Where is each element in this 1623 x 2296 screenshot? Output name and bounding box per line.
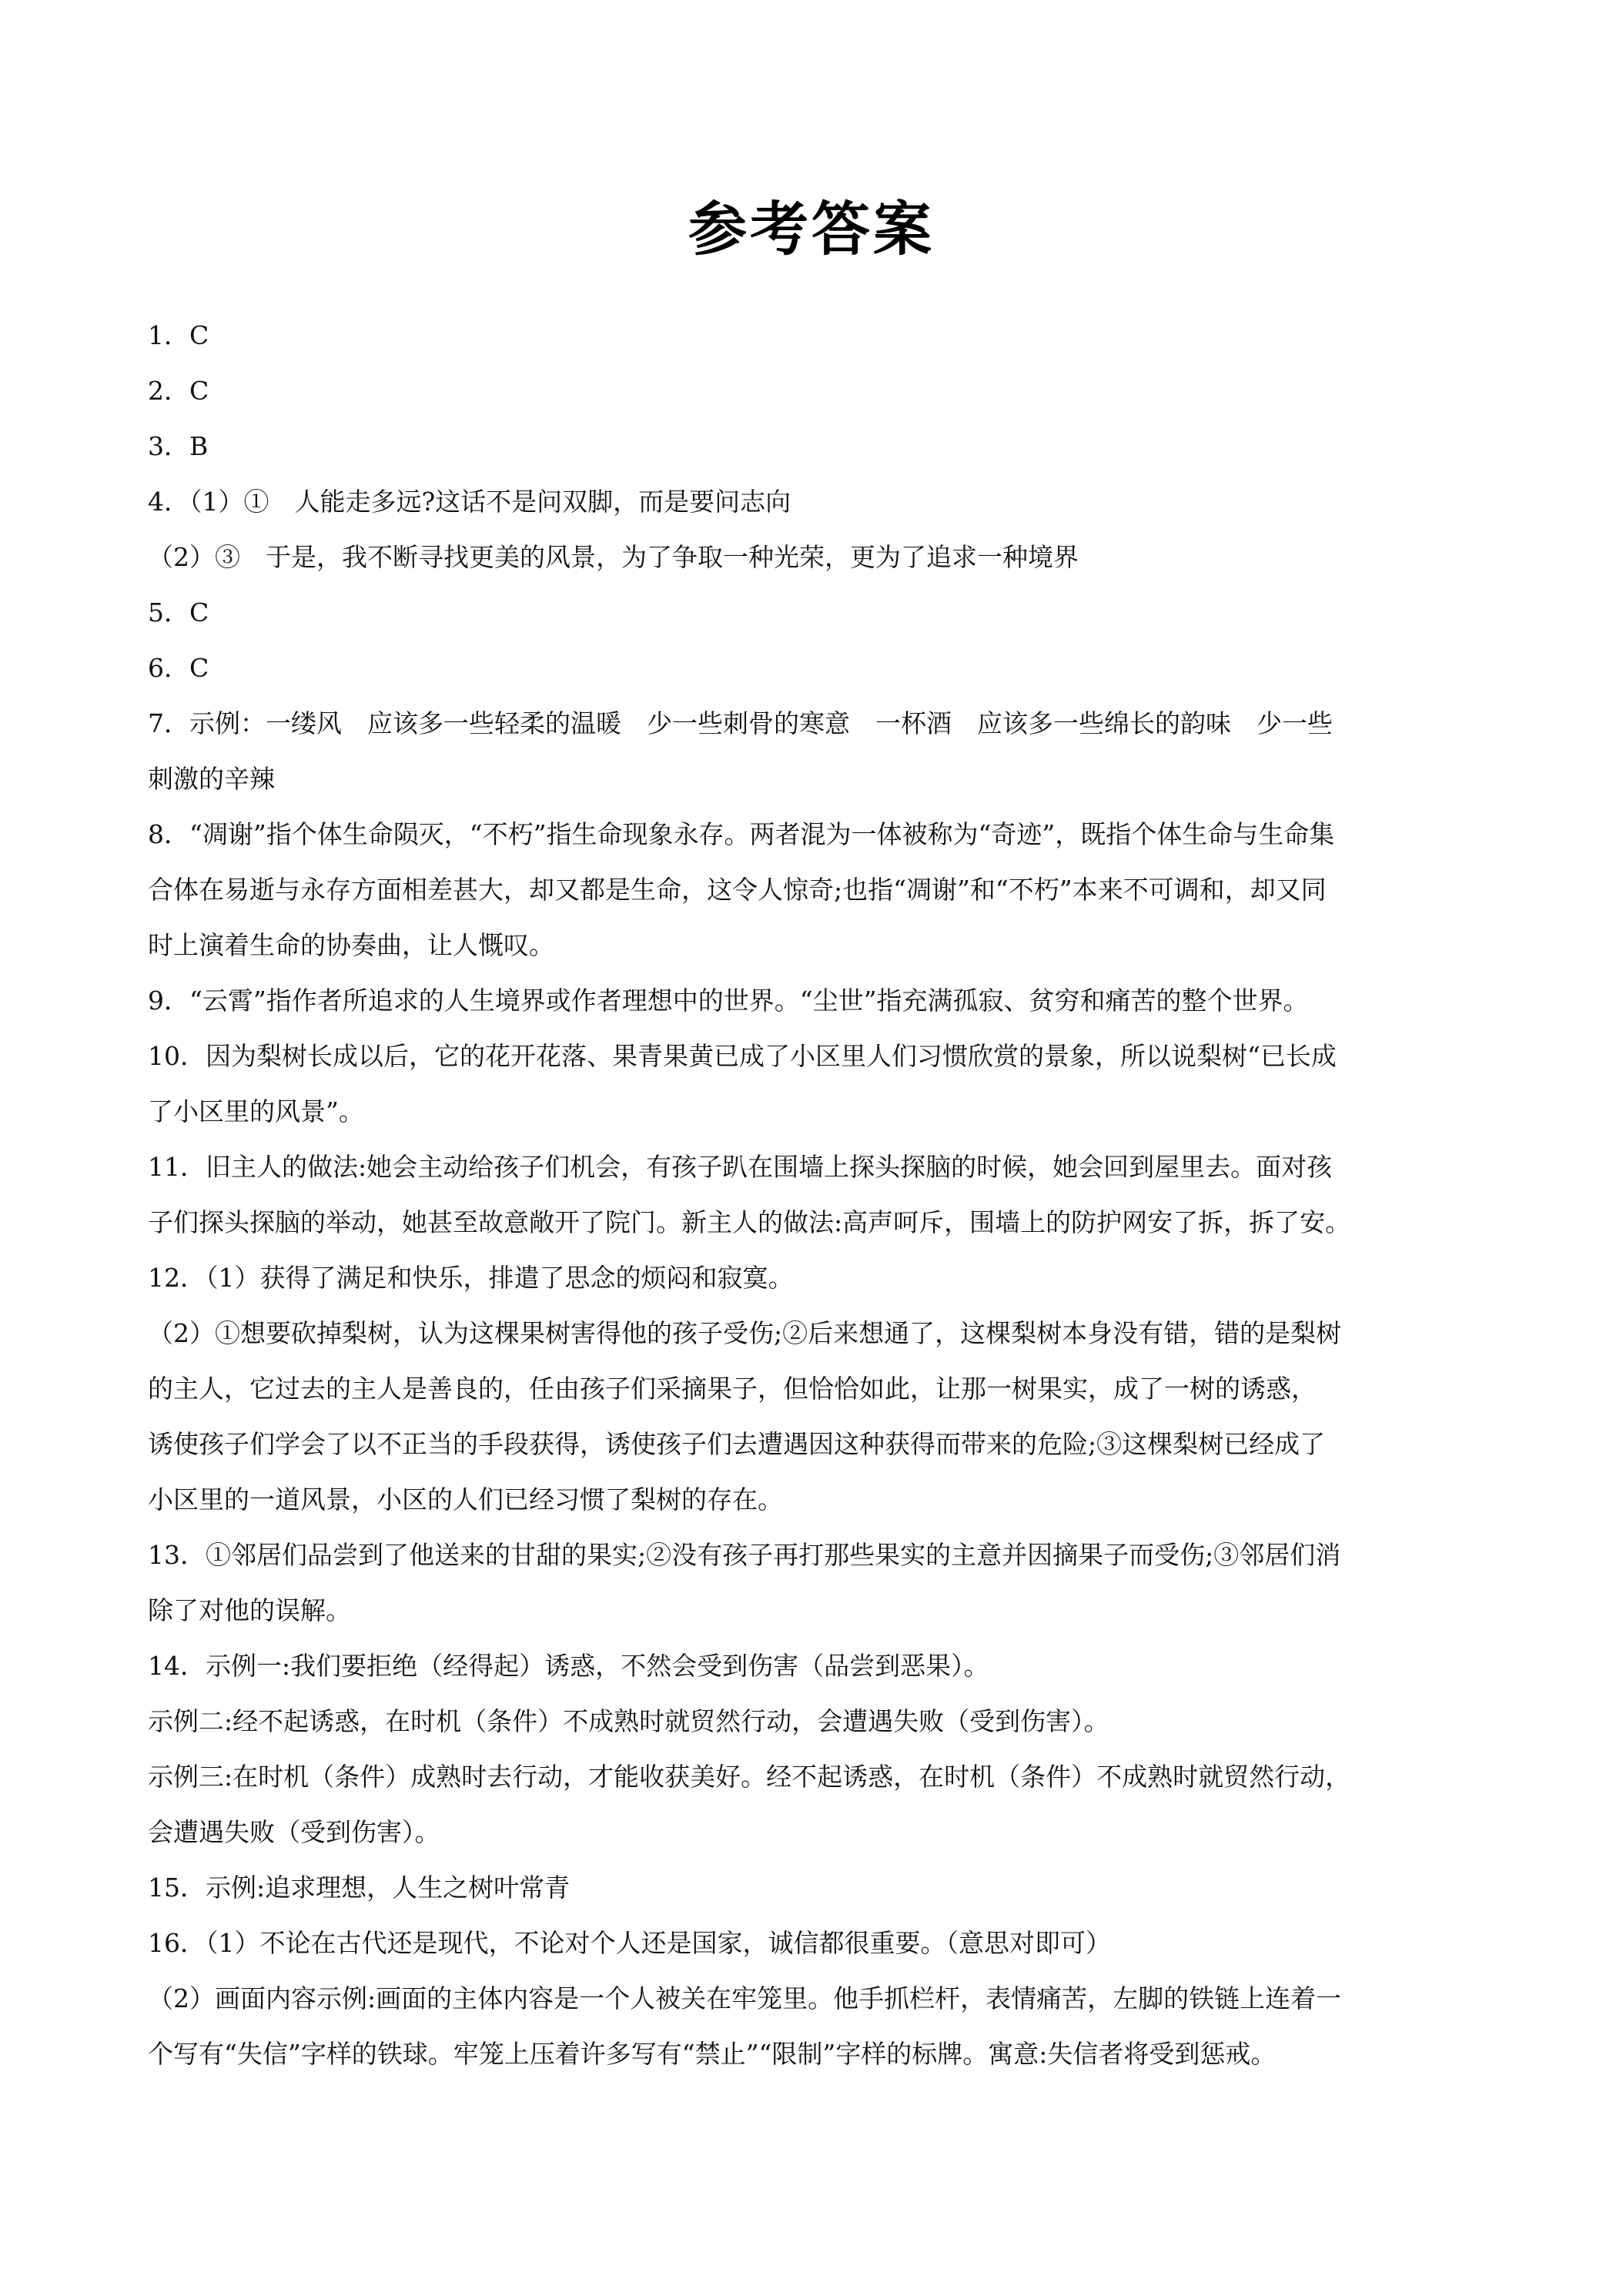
- answer-line: 示例二:经不起诱惑，在时机（条件）不成熟时就贸然行动，会遭遇失败（受到伤害）。: [148, 1706, 1109, 1736]
- answer-list: [148, 308, 1480, 2082]
- answer-line: 2．C: [148, 376, 209, 406]
- answer-line: 10．因为梨树长成以后，它的花开花落、果青果黄已成了小区里人们习惯欣赏的景象，所以说梨树“已长成: [148, 1041, 1337, 1071]
- answer-line: 8．“凋谢”指个体生命陨灭，“不朽”指生命现象永存。两者混为一体被称为“奇迹”，既指个体生命与生命集: [148, 819, 1335, 849]
- answer-line: 12．（1）获得了满足和快乐，排遣了思念的烦闷和寂寞。: [148, 1263, 794, 1293]
- answer-line: 16．（1）不论在古代还是现代，不论对个人还是国家，诚信都很重要。（意思对即可）: [148, 1928, 1111, 1958]
- answer-line: 诱使孩子们学会了以不正当的手段获得，诱使孩子们去遭遇因这种获得而带来的危险;③这棵梨树已经成了: [148, 1429, 1326, 1459]
- answer-line: 9．“云霄”指作者所追求的人生境界或作者理想中的世界。“尘世”指充满孤寂、贫穷和痛苦的整个世界。: [148, 986, 1309, 1016]
- answer-line: 15．示例:追求理想，人生之树叶常青: [148, 1873, 571, 1903]
- answer-line: 1．C: [148, 320, 209, 350]
- answer-line: 5．C: [148, 597, 209, 628]
- answer-line: 3．B: [148, 431, 209, 461]
- answer-line: 除了对他的误解。: [148, 1595, 351, 1625]
- answer-line: （2）③ 于是，我不断寻找更美的风景，为了争取一种光荣，更为了追求一种境界: [148, 542, 1079, 572]
- page-title: 参考答案: [688, 195, 935, 263]
- answer-line: 11．旧主人的做法:她会主动给孩子们机会，有孩子趴在围墙上探头探脑的时候，她会回到屋里去。面对孩: [148, 1152, 1333, 1182]
- answer-line: 子们探头探脑的举动，她甚至故意敞开了院门。新主人的做法:高声呵斥，围墙上的防护网安了拆，拆了安。: [148, 1207, 1351, 1237]
- answer-line: 7．示例：一缕风 应该多一些轻柔的温暖 少一些刺骨的寒意 一杯酒 应该多一些绵长的韵味 少一些: [148, 708, 1333, 738]
- answer-line: （2）画面内容示例:画面的主体内容是一个人被关在牢笼里。他手抓栏杆，表情痛苦，左脚的铁链上连着一: [148, 1983, 1342, 2013]
- answer-line: （2）①想要砍掉梨树，认为这棵果树害得他的孩子受伤;②后来想通了，这棵梨树本身没有错，错的是梨树: [148, 1318, 1342, 1348]
- answer-line: 个写有“失信”字样的铁球。牢笼上压着许多写有“禁止”“限制”字样的标牌。寓意:失信者将受到惩戒。: [148, 2039, 1277, 2069]
- answer-line: 了小区里的风景”。: [148, 1096, 364, 1126]
- answer-line: 6．C: [148, 653, 209, 683]
- answer-line: 刺激的辛辣: [148, 764, 275, 794]
- answer-line: 13．①邻居们品尝到了他送来的甘甜的果实;②没有孩子再打那些果实的主意并因摘果子而受伤;③邻居们消: [148, 1540, 1341, 1570]
- answer-line: 示例三:在时机（条件）成熟时去行动，才能收获美好。经不起诱惑，在时机（条件）不成熟时就贸然行动，: [148, 1762, 1351, 1792]
- answer-line: 小区里的一道风景，小区的人们已经习惯了梨树的存在。: [148, 1484, 783, 1514]
- answer-line: 时上演着生命的协奏曲，让人慨叹。: [148, 930, 554, 960]
- answer-line: 会遭遇失败（受到伤害）。: [148, 1817, 440, 1847]
- answer-line: 14．示例一:我们要拒绝（经得起）诱惑，不然会受到伤害（品尝到恶果）。: [148, 1651, 989, 1681]
- answer-line: 4．（1）① 人能走多远?这话不是问双脚，而是要问志向: [148, 487, 791, 517]
- answer-line: 的主人，它过去的主人是善良的，任由孩子们采摘果子，但恰恰如此，让那一树果实，成了一树的诱惑，: [148, 1374, 1317, 1404]
- answer-line: 合体在易逝与永存方面相差甚大，却又都是生命，这令人惊奇;也指“凋谢”和“不朽”本来不可调和，却又同: [148, 875, 1327, 905]
